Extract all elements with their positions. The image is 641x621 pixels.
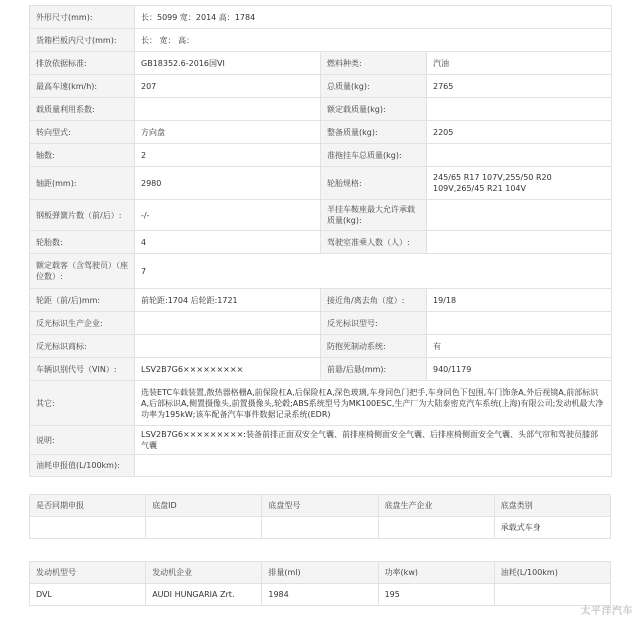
max-speed-label: 最高车速(km/h): [30, 75, 135, 98]
chassis-header-id: 底盘ID [146, 495, 262, 517]
trailer-mass-value [427, 144, 612, 167]
abs-label: 防抱死制动系统: [321, 335, 427, 358]
watermark-logo: 太平洋汽车 [580, 606, 633, 617]
chassis-cell-maker [378, 517, 494, 539]
engine-cell-power: 195 [378, 584, 494, 606]
fuel-type-label: 燃料种类: [321, 52, 427, 75]
emission-label: 排放依据标准: [30, 52, 135, 75]
engine-cell-maker: AUDI HUNGARIA Zrt. [146, 584, 262, 606]
tire-count-label: 轮胎数: [30, 231, 135, 254]
chassis-cell-id [146, 517, 262, 539]
fuel-consumption-value [135, 455, 612, 477]
chassis-header-sync: 是否同期申报 [30, 495, 146, 517]
tire-spec-label: 轮胎规格: [321, 167, 427, 200]
rated-load-label: 额定载质量(kg): [321, 98, 427, 121]
vin-label: 车辆识别代号（VIN）: [30, 358, 135, 381]
angle-value: 19/18 [427, 289, 612, 312]
chassis-cell-model [262, 517, 378, 539]
leaf-spring-value: -/- [135, 200, 321, 231]
overall-size-label: 外形尺寸(mm): [30, 6, 135, 29]
reflector-maker-label: 反光标识生产企业: [30, 312, 135, 335]
cargo-box-label: 货箱栏板内尺寸(mm): [30, 29, 135, 52]
rated-load-value [427, 98, 612, 121]
chassis-table [29, 494, 611, 539]
tire-count-value: 4 [135, 231, 321, 254]
tire-spec-value: 245/65 R17 107V,255/50 R20 109V,265/45 R21 104V [427, 167, 612, 200]
engine-header-maker: 发动机企业 [146, 562, 262, 584]
saddle-load-value [427, 200, 612, 231]
total-mass-value: 2765 [427, 75, 612, 98]
engine-table [29, 561, 611, 606]
seats-label: 额定载客（含驾驶员）（座位数）: [30, 254, 135, 289]
chassis-header-type: 底盘类别 [494, 495, 610, 517]
abs-value: 有 [427, 335, 612, 358]
chassis-cell-sync [30, 517, 146, 539]
wheelbase-value: 2980 [135, 167, 321, 200]
overhang-value: 940/1179 [427, 358, 612, 381]
cab-passengers-label: 驾驶室准乘人数（人）: [321, 231, 427, 254]
steering-label: 转向型式: [30, 121, 135, 144]
reflector-brand-label: 反光标识商标: [30, 335, 135, 358]
cargo-box-value: 长： 宽： 高： [135, 29, 612, 52]
fuel-type-value: 汽油 [427, 52, 612, 75]
vin-value: LSV2B7G6××××××××× [135, 358, 321, 381]
track-value: 前轮距:1704 后轮距:1721 [135, 289, 321, 312]
steering-value: 方向盘 [135, 121, 321, 144]
load-util-value [135, 98, 321, 121]
curb-mass-value: 2205 [427, 121, 612, 144]
cab-passengers-value [427, 231, 612, 254]
total-mass-label: 总质量(kg): [321, 75, 427, 98]
wheelbase-label: 轴距(mm): [30, 167, 135, 200]
other-label: 其它: [30, 381, 135, 426]
chassis-header-model: 底盘型号 [262, 495, 378, 517]
chassis-cell-type: 承载式车身 [494, 517, 610, 539]
curb-mass-label: 整备质量(kg): [321, 121, 427, 144]
reflector-maker-value [135, 312, 321, 335]
axles-label: 轴数: [30, 144, 135, 167]
fuel-consumption-label: 油耗申报值(L/100km): [30, 455, 135, 477]
max-speed-value: 207 [135, 75, 321, 98]
axles-value: 2 [135, 144, 321, 167]
engine-cell-model: DVL [30, 584, 146, 606]
note-label: 说明: [30, 426, 135, 455]
engine-header-power: 功率(kw) [378, 562, 494, 584]
seats-value: 7 [135, 254, 612, 289]
chassis-header-maker: 底盘生产企业 [378, 495, 494, 517]
angle-label: 接近角/离去角（度）: [321, 289, 427, 312]
reflector-model-value [427, 312, 612, 335]
engine-cell-displacement: 1984 [262, 584, 378, 606]
reflector-brand-value [135, 335, 321, 358]
overall-size-value: 长：5099 宽：2014 高：1784 [135, 6, 612, 29]
other-value: 选装ETC车载装置,散热器格栅A,前保险杠A,后保险杠A,深色玻璃,车身同色门把手,车身同色下包围,车门饰条A,外后视镜A,前部标识A,后部标识A,侧置摄像头,前置摄像头,轮毂;ABS系统型号为MK100ESC,生产厂为大陆泰密克汽车系统(上海)有限公司;发动机最大净功率为195kW;该车配备汽车事件数据记录系统(EDR) [135, 381, 612, 426]
overhang-label: 前悬/后悬(mm): [321, 358, 427, 381]
saddle-load-label: 半挂车鞍座最大允许承载质量(kg): [321, 200, 427, 231]
engine-header-displacement: 排量(ml) [262, 562, 378, 584]
engine-header-model: 发动机型号 [30, 562, 146, 584]
track-label: 轮距（前/后)mm: [30, 289, 135, 312]
emission-value: GB18352.6-2016国VI [135, 52, 321, 75]
engine-header-fuel: 油耗(L/100km) [494, 562, 610, 584]
vehicle-spec-table [29, 5, 612, 477]
leaf-spring-label: 钢板弹簧片数（前/后）: [30, 200, 135, 231]
load-util-label: 载质量利用系数: [30, 98, 135, 121]
reflector-model-label: 反光标识型号: [321, 312, 427, 335]
note-value: LSV2B7G6×××××××××:装备前排正面双安全气囊、前排座椅侧面安全气囊、后排座椅侧面安全气囊、头部气帘和驾驶员膝部气囊 [135, 426, 612, 455]
trailer-mass-label: 准拖挂车总质量(kg): [321, 144, 427, 167]
